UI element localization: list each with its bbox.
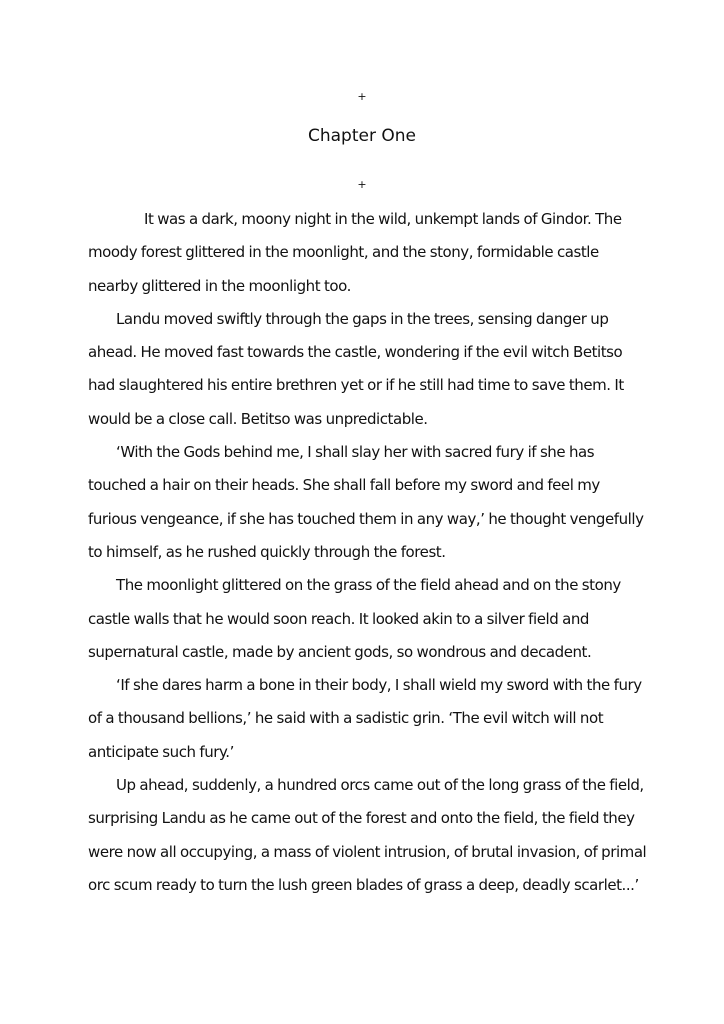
paragraph: ‘If she dares harm a bone in their body, I shall wield my sword with the fury of a thousand bellions,’ he said with a sadistic grin. ‘The evil witch will not anticipate such fury.’ (88, 676, 642, 761)
ornament-top: + (357, 90, 367, 103)
paragraph: The moonlight glittered on the grass of the field ahead and on the stony castle walls that he would soon reach. It looked akin to a silver field and supernatural castle, made by ancient gods, so wondrous and decadent. (88, 576, 621, 661)
paragraph: ‘With the Gods behind me, I shall slay her with sacred fury if she has touched a hair on their heads. She shall fall before my sword and feel my furious vengeance, if she has touched them in any way,’ he thought vengefully to himself, as he rushed quickly through the forest. (88, 443, 644, 561)
chapter-title: Chapter One (308, 126, 416, 146)
paragraph: It was a dark, moony night in the wild, unkempt lands of Gindor. The moody forest glittered in the moonlight, and the stony, formidable castle nearby glittered in the moonlight too. (88, 210, 622, 295)
paragraph: Up ahead, suddenly, a hundred orcs came out of the long grass of the field, surprising Landu as he came out of the forest and onto the field, the field they were now all occupying, a mass of violent intrusion, of brutal invasion, of primal orc scum ready to turn the lush green blades of grass a deep, deadly scarlet...’ (88, 776, 647, 894)
ornament-bottom: + (357, 178, 367, 191)
chapter-body (88, 203, 648, 902)
paragraph: Landu moved swiftly through the gaps in the trees, sensing danger up ahead. He moved fast towards the castle, wondering if the evil witch Betitso had slaughtered his entire brethren yet or if he still had time to save them. It would be a close call. Betitso was unpredictable. (88, 309, 624, 428)
